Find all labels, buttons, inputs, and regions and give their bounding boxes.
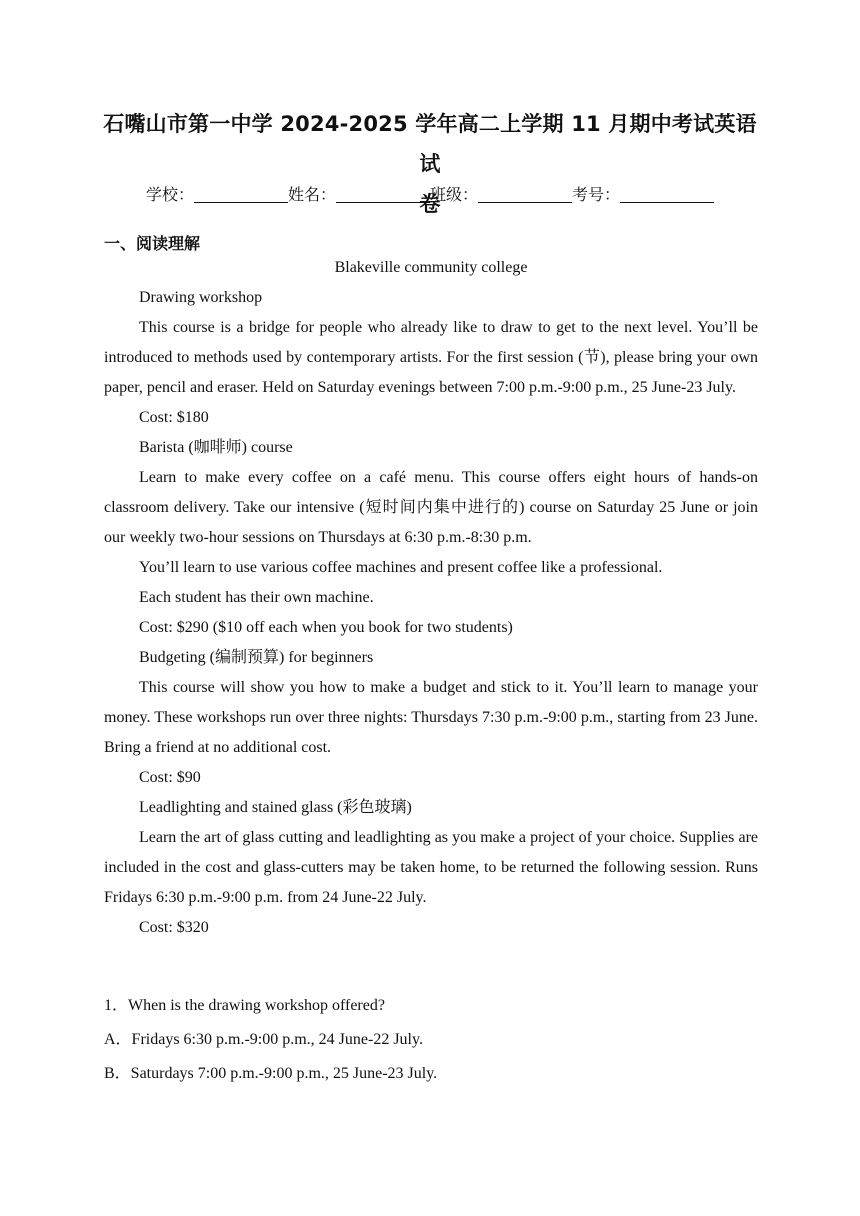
drawing-description: This course is a bridge for people who already like to draw to get to the next level. You’ll be introduced to methods used by contemporary artists. For the first session (节), please bring your own paper, pencil and eraser. Held on Saturday evenings between 7:00 p.m.-9:00 p.m., 25 June-23 July.	[104, 319, 758, 396]
drawing-cost: Cost: $180	[139, 409, 209, 426]
barista-title: Barista (咖啡师) course	[139, 439, 293, 456]
exam-number-blank[interactable]	[620, 184, 714, 203]
barista-line-3: Each student has their own machine.	[139, 589, 374, 606]
name-blank[interactable]	[336, 184, 430, 203]
question-1-option-b[interactable]: B．Saturdays 7:00 p.m.-9:00 p.m., 25 June-23 July.	[104, 1065, 438, 1082]
barista-cost: Cost: $290 ($10 off each when you book for two students)	[139, 619, 513, 636]
question-1-stem: 1．When is the drawing workshop offered?	[104, 997, 385, 1014]
glass-title: Leadlighting and stained glass (彩色玻璃)	[139, 799, 412, 816]
class-label: 班级：	[430, 185, 479, 204]
school-blank[interactable]	[194, 184, 288, 203]
glass-cost: Cost: $320	[139, 919, 209, 936]
budget-description: This course will show you how to make a budget and stick to it. You’ll learn to manage your money. These workshops run over three nights: Thursdays 7:30 p.m.-9:00 p.m., starting from 23 June. Bring a friend at no additional cost.	[104, 679, 758, 756]
student-info-fields	[100, 181, 760, 209]
name-label: 姓名：	[287, 185, 336, 204]
exam-number-label: 考号：	[572, 185, 621, 204]
drawing-title: Drawing workshop	[139, 289, 263, 306]
passage-heading: Blakeville community college	[334, 259, 528, 276]
passage-body	[104, 283, 758, 943]
school-label: 学校：	[145, 185, 194, 204]
budget-title: Budgeting (编制预算) for beginners	[139, 649, 374, 666]
glass-description: Learn the art of glass cutting and leadlighting as you make a project of your choice. Supplies are included in the cost and glass-cutters may be taken home, to be returned the following session. Runs Fridays 6:30 p.m.-9:00 p.m. from 24 June-22 July.	[104, 829, 758, 906]
exam-title-line1: 石嘴山市第一中学 2024-2025 学年高二上学期 11 月期中考试英语试	[103, 112, 757, 176]
section-heading: 一、阅读理解	[104, 234, 201, 253]
barista-line-2: You’ll learn to use various coffee machines and present coffee like a professional.	[139, 559, 663, 576]
barista-description: Learn to make every coffee on a café menu. This course offers eight hours of hands-on classroom delivery. Take our intensive (短时间内集中进行的) course on Saturday 25 June or join our weekly two-hour sessions on Thursdays at 6:30 p.m.-8:30 p.m.	[104, 469, 758, 546]
budget-cost: Cost: $90	[139, 769, 201, 786]
exam-title-line2: 卷	[419, 192, 441, 216]
question-1-option-a[interactable]: A．Fridays 6:30 p.m.-9:00 p.m., 24 June-22 July.	[104, 1031, 423, 1048]
class-blank[interactable]	[478, 184, 572, 203]
